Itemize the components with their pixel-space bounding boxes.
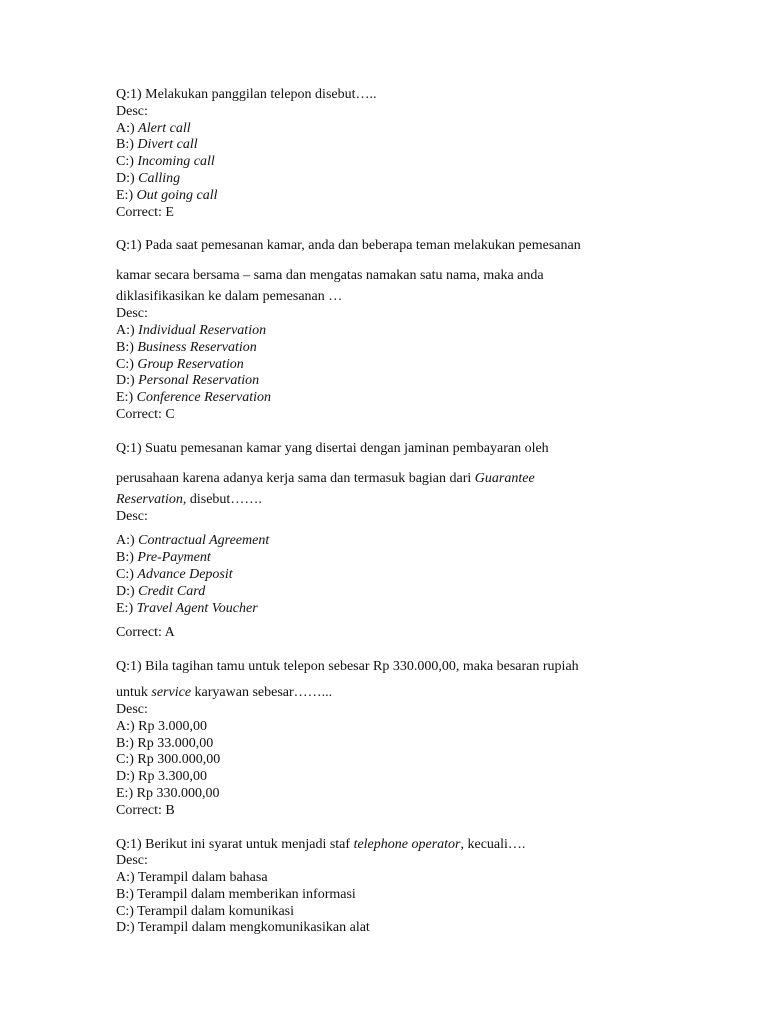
question-block — [116, 441, 656, 642]
question-prompt: untuk service karyawan sebesar……... — [116, 684, 333, 700]
answer-option: D:) Calling — [116, 170, 181, 186]
answer-option: B:) Pre-Payment — [116, 550, 211, 566]
answer-option: D:) Credit Card — [116, 583, 206, 599]
answer-option: A:) Individual Reservation — [116, 322, 267, 338]
question-prompt: kamar secara bersama – sama dan mengatas namakan satu nama, maka anda — [116, 268, 544, 284]
question-prompt: perusahaan karena adanya kerja sama dan termasuk bagian dari Guarantee — [116, 470, 535, 486]
answer-option: A:) Terampil dalam bahasa — [116, 870, 268, 886]
question-desc: Desc: — [116, 103, 148, 119]
question-desc: Desc: — [116, 508, 148, 524]
answer-option: A:) Alert call — [116, 120, 191, 136]
question-prompt: Q:1) Bila tagihan tamu untuk telepon sebesar Rp 330.000,00, maka besaran rupiah — [116, 659, 579, 675]
answer-option: B:) Divert call — [116, 137, 198, 153]
answer-option: C:) Incoming call — [116, 154, 215, 170]
correct-answer: Correct: B — [116, 802, 175, 818]
answer-option: B:) Business Reservation — [116, 339, 257, 355]
correct-answer: Correct: E — [116, 204, 174, 220]
answer-option: C:) Rp 300.000,00 — [116, 752, 221, 768]
answer-option: D:) Terampil dalam mengkomunikasikan alat — [116, 920, 370, 936]
question-prompt: diklasifikasikan ke dalam pemesanan … — [116, 289, 343, 305]
answer-option: E:) Travel Agent Voucher — [116, 600, 258, 616]
answer-option: E:) Conference Reservation — [116, 390, 271, 406]
question-prompt: Q:1) Pada saat pemesanan kamar, anda dan beberapa teman melakukan pemesanan — [116, 238, 581, 254]
question-prompt: Q:1) Berikut ini syarat untuk menjadi staf telephone operator, kecuali…. — [116, 836, 526, 852]
question-desc: Desc: — [116, 701, 148, 717]
answer-option: C:) Advance Deposit — [116, 566, 233, 582]
answer-option: C:) Group Reservation — [116, 356, 244, 372]
correct-answer: Correct: C — [116, 406, 175, 422]
question-block — [116, 659, 656, 819]
answer-option: A:) Contractual Agreement — [116, 533, 270, 549]
answer-option: B:) Rp 33.000,00 — [116, 735, 214, 751]
question-block — [116, 837, 656, 938]
answer-option: C:) Terampil dalam komunikasi — [116, 903, 295, 919]
document-page — [116, 87, 656, 937]
answer-option: E:) Out going call — [116, 187, 218, 203]
correct-answer: Correct: A — [116, 625, 175, 641]
answer-option: B:) Terampil dalam memberikan informasi — [116, 886, 356, 902]
answer-option: A:) Rp 3.000,00 — [116, 718, 208, 734]
question-prompt: Q:1) Suatu pemesanan kamar yang disertai dengan jaminan pembayaran oleh — [116, 440, 549, 456]
answer-option: E:) Rp 330.000,00 — [116, 785, 220, 801]
answer-option: D:) Rp 3.300,00 — [116, 769, 208, 785]
question-block — [116, 238, 656, 423]
answer-option: D:) Personal Reservation — [116, 373, 260, 389]
question-desc: Desc: — [116, 306, 148, 322]
question-desc: Desc: — [116, 853, 148, 869]
question-block — [116, 87, 656, 221]
question-prompt: Reservation, disebut……. — [116, 491, 262, 507]
question-prompt: Q:1) Melakukan panggilan telepon disebut….. — [116, 87, 377, 102]
